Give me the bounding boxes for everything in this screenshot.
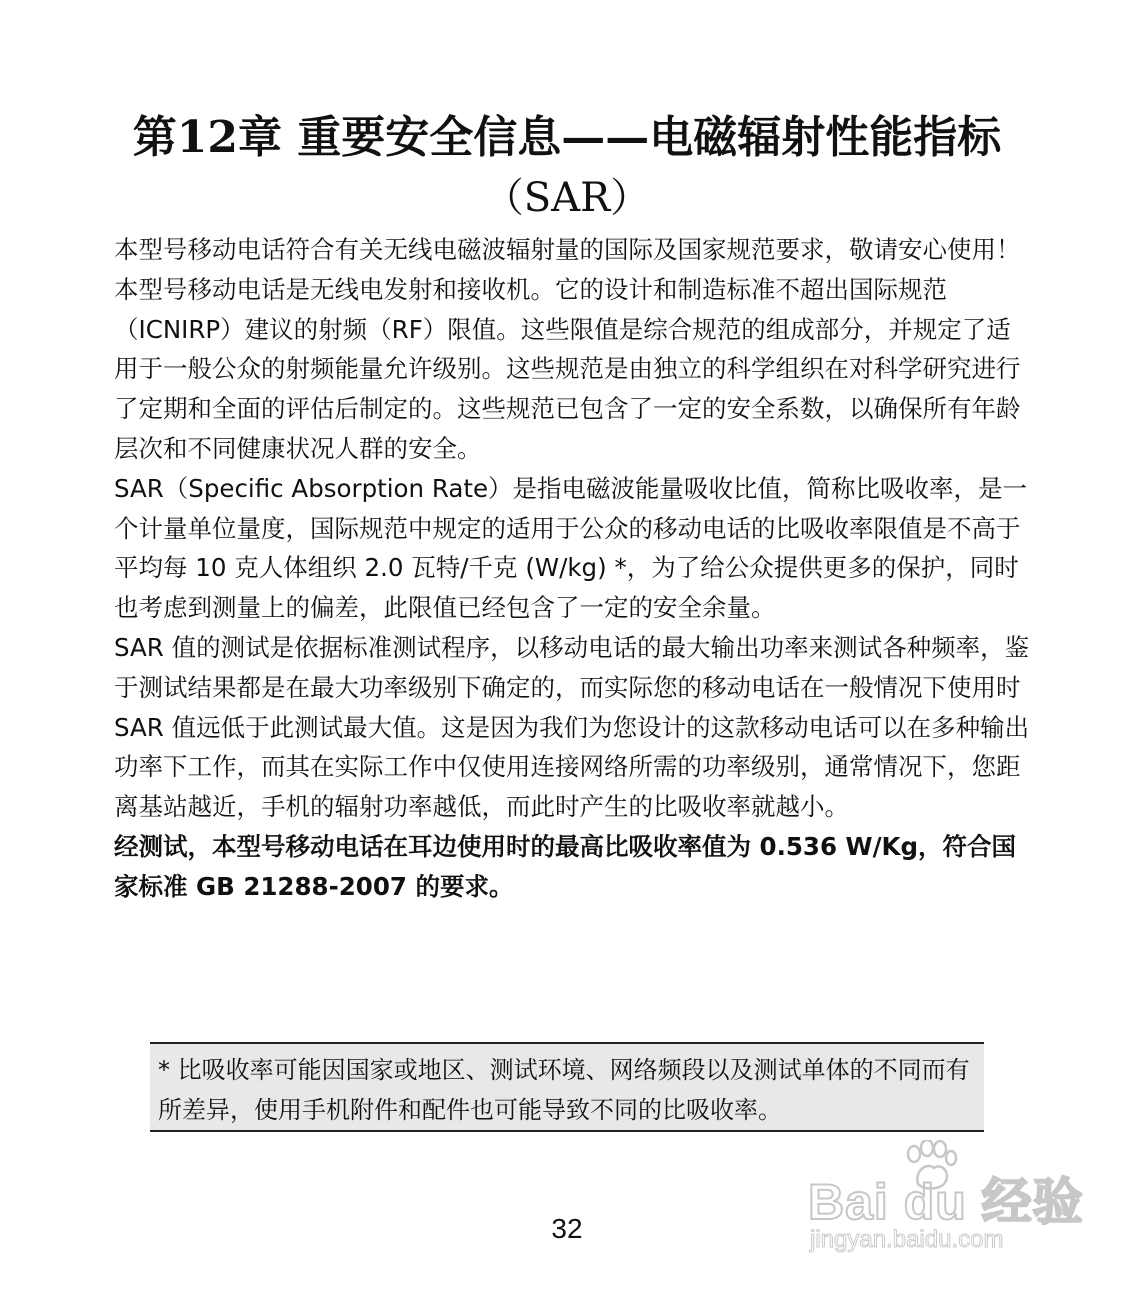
chapter-title-main: 第12章 重要安全信息——电磁辐射性能指标 [132,112,1002,163]
watermark-brand: Bai du 经验 [808,1174,1084,1230]
paragraph-standards: 本型号移动电话是无线电发射和接收机。它的设计和制造标准不超出国际规范（ICNIRP）建议的射频（RF）限值。这些限值是综合规范的组成部分，并规定了适用于一般公众的射频能量允许级别。这些规范是由独立的科学组织在对科学研究进行了定期和全面的评估后制定的。这些规范已包含了一定的安全系数，以确保所有年龄层次和不同健康状况人群的安全。 [114,274,1021,463]
footnote-box [150,1042,984,1132]
body-text [114,230,1030,907]
footnote-text: * 比吸收率可能因国家或地区、测试环境、网络频段以及测试单体的不同而有所差异，使用手机附件和配件也可能导致不同的比吸收率。 [158,1056,970,1124]
chapter-title [0,108,1134,228]
result-statement: 经测试，本型号移动电话在耳边使用时的最高比吸收率值为 0.536 W/Kg，符合国家标准 GB 21288-2007 的要求。 [114,831,1017,901]
chapter-title-sub: （SAR） [483,175,651,221]
baidu-watermark [808,1140,1084,1260]
paragraph-sar-testing: SAR 值的测试是依据标准测试程序，以移动电话的最大输出功率来测试各种频率，鉴于测试结果都是在最大功率级别下确定的，而实际您的移动电话在一般情况下使用时 SAR 值远低于此测试最大值。这是因为我们为您设计的这款移动电话可以在多种输出功率下工作，而其在实际工作中仅使用连接网络所需的功率级别，通常情况下，您距离基站越近，手机的辐射功率越低，而此时产生的比吸收率就越小。 [114,632,1030,822]
page-number: 32 [551,1213,583,1244]
paragraph-intro: 本型号移动电话符合有关无线电磁波辐射量的国际及国家规范要求，敬请安心使用！ [114,235,1021,264]
paragraph-sar-definition: SAR（Specific Absorption Rate）是指电磁波能量吸收比值，简称比吸收率，是一个计量单位量度，国际规范中规定的适用于公众的移动电话的比吸收率限值是不高于平均每 10 克人体组织 2.0 瓦特/千克 (W/kg) *，为了给公众提供更多的保护，同时也考虑到测量上的偏差，此限值已经包含了一定的安全余量。 [114,473,1028,623]
watermark-url: jingyan.baidu.com [810,1226,1004,1253]
